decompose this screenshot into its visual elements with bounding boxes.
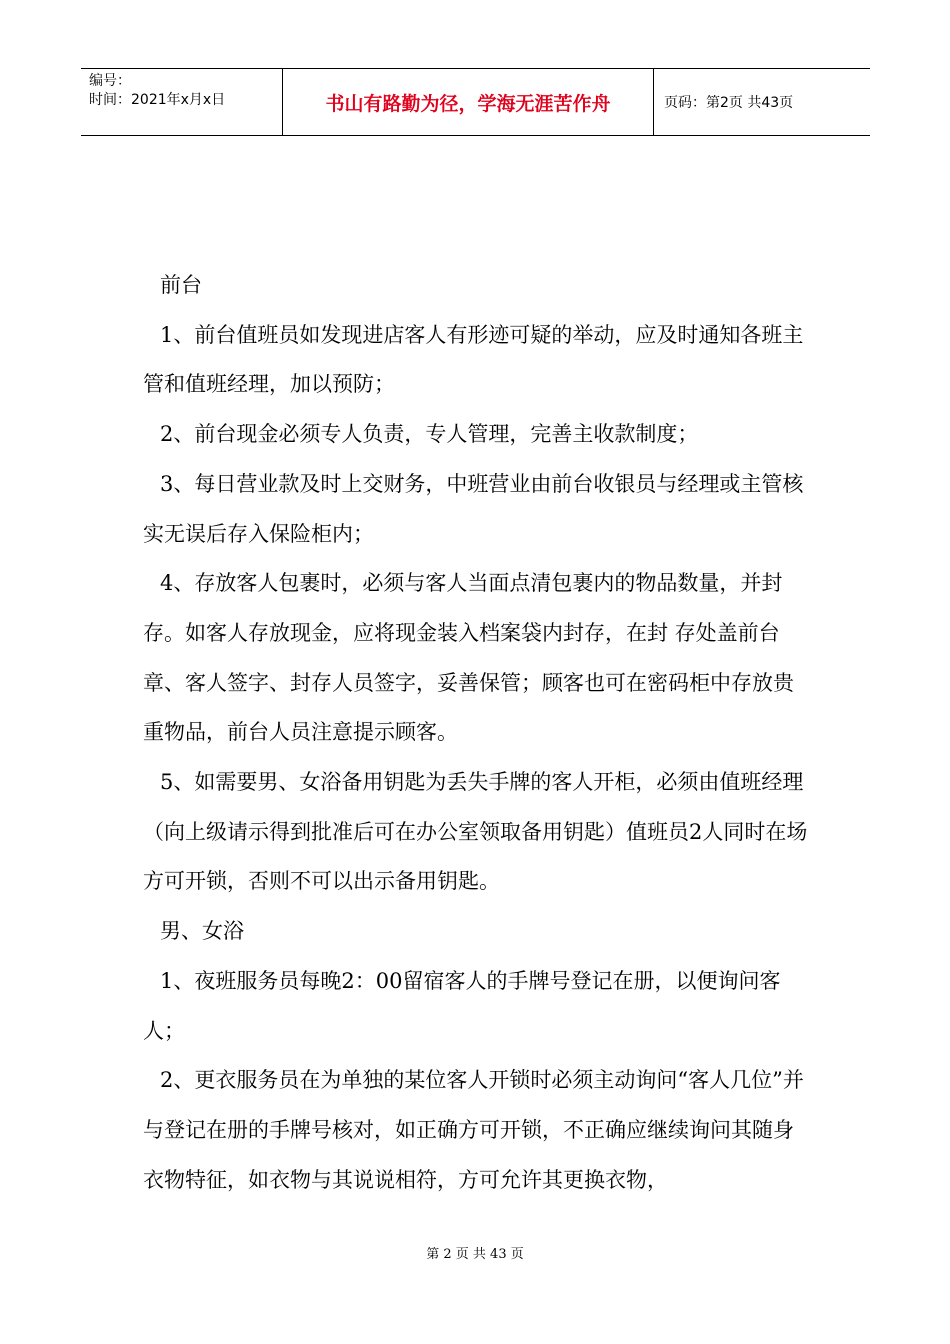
header-page-code: 页码：第2页 共43页 — [664, 95, 794, 111]
paragraph: 1、前台值班员如发现进店客人有形迹可疑的举动，应及时通知各班主管和值班经理，加以预防； — [143, 322, 804, 397]
header-motto: 书山有路勤为径，学海无涯苦作舟 — [282, 69, 654, 135]
header-meta — [81, 69, 282, 135]
paragraph: 4、存放客人包裹时，必须与客人当面点清包裹内的物品数量，并封存。如客人存放现金，应将现金装入档案袋内封存，在封 存处盖前台章、客人签字、封存人员签字，妥善保管；顾客也可在密码柜中存放贵重物品，前台人员注意提示顾客。 — [143, 571, 794, 745]
document-number-label: 编号： — [89, 73, 131, 89]
section-heading-bath: 男、女浴 — [160, 919, 244, 944]
page-footer: 第 2 页 共 43 页 — [426, 1247, 524, 1262]
paragraph: 2、前台现金必须专人负责，专人管理，完善主收款制度； — [160, 422, 699, 447]
document-body — [143, 261, 811, 1205]
paragraph: 5、如需要男、女浴备用钥匙为丢失手牌的客人开柜，必须由值班经理（向上级请示得到批准后可在办公室领取备用钥匙）值班员2人同时在场方可开锁，否则不可以出示备用钥匙。 — [143, 770, 808, 894]
paragraph: 3、每日营业款及时上交财务，中班营业由前台收银员与经理或主管核实无误后存入保险柜内； — [143, 471, 804, 546]
paragraph: 1、夜班服务员每晚2：00留宿客人的手牌号登记在册，以便询问客人； — [143, 968, 781, 1043]
page-header — [81, 68, 870, 136]
section-heading-front-desk: 前台 — [160, 273, 202, 297]
paragraph: 2、更衣服务员在为单独的某位客人开锁时必须主动询问“客人几位”并与登记在册的手牌号核对，如正确方可开锁，不正确应继续询问其随身衣物特征，如衣物与其说说相符，方可允许其更换衣物， — [143, 1068, 804, 1192]
document-date: 时间：2021年x月x日 — [89, 92, 226, 108]
